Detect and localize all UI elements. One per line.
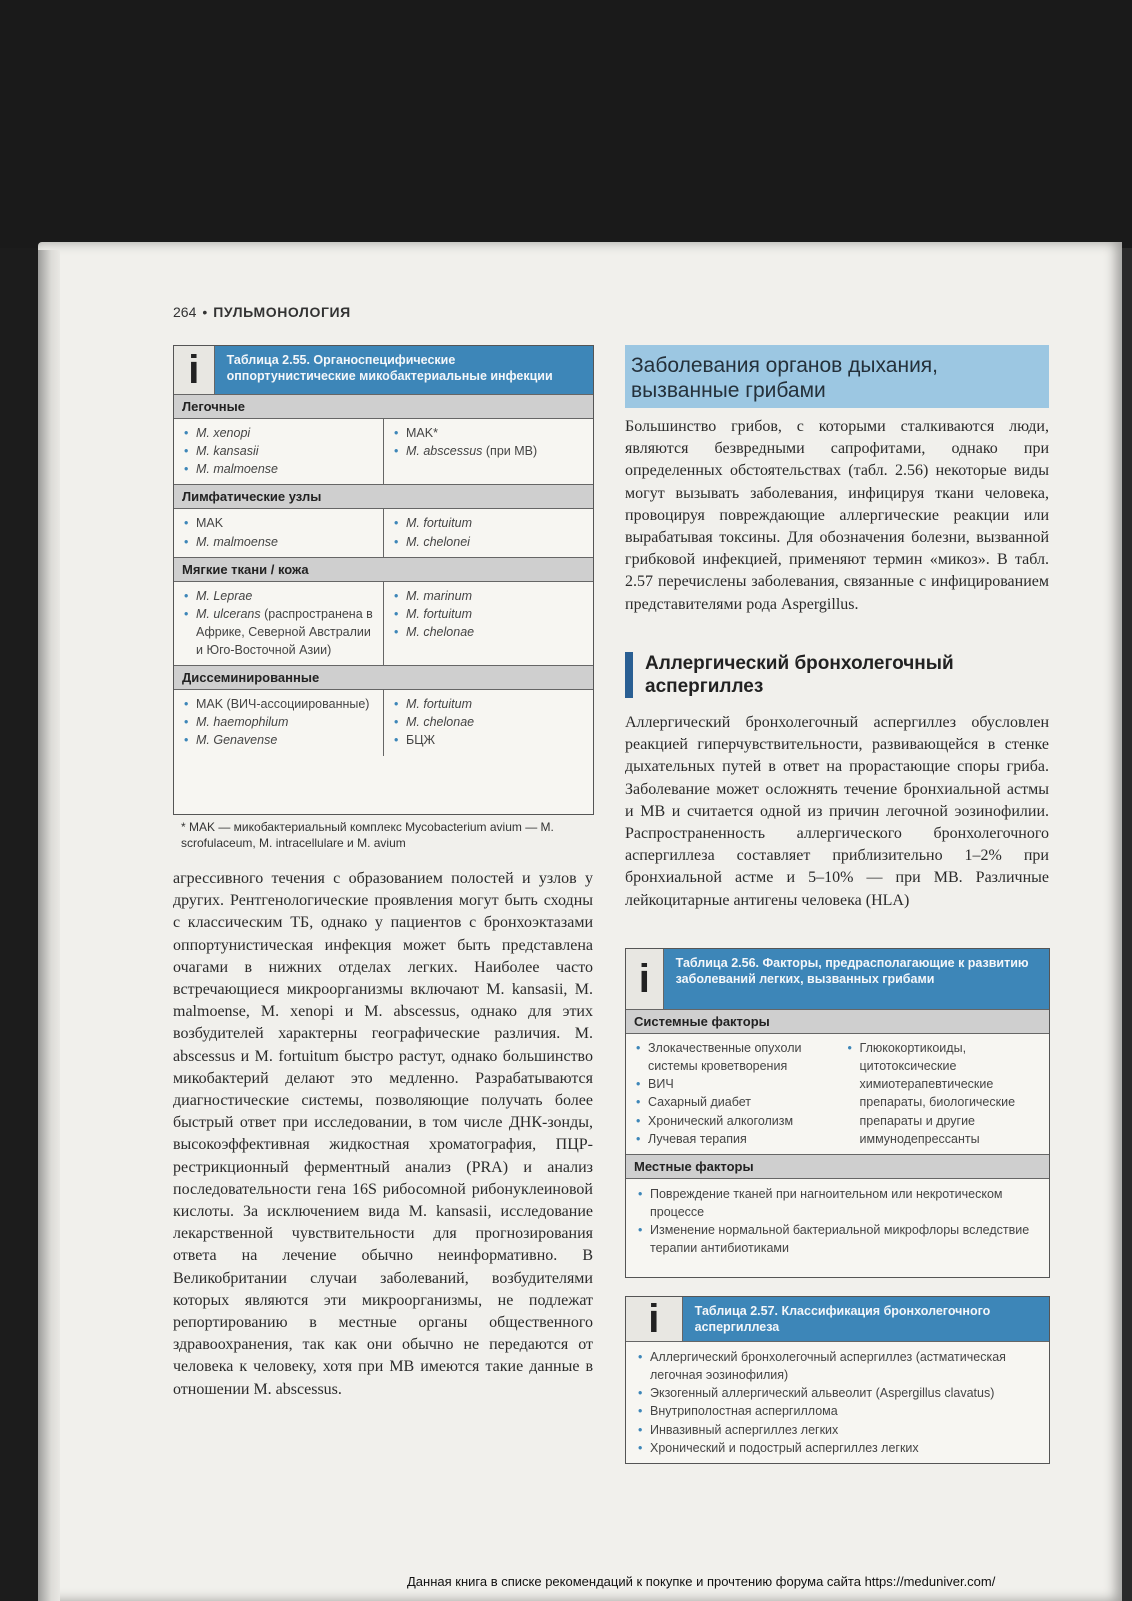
table-section-header: Диссеминированные (174, 665, 593, 690)
table-cell (383, 582, 593, 666)
list-item: • M. malmoense (182, 533, 377, 551)
scan-background-right (1122, 248, 1132, 1601)
table-cell (383, 690, 593, 755)
table-cell (174, 690, 383, 755)
table-section-header: Лимфатические узлы (174, 484, 593, 509)
list-item: • M. xenopi (182, 424, 377, 442)
fungi-paragraph: Большинство грибов, с которыми сталкиваются люди, являются безвредными сапрофитами, однако при определенных обстоятельствах (табл. 2.56) некоторые виды могут вызывать заболевания, инфицируя ткани человека, провоцируя повреждающие аллергические реакции или вырабатывая токсины. Для обозначения болезни, вызванной грибковой инфекцией, применяют термин «микоз». В табл. 2.57 перечислены заболевания, связанные с инфицированием представителями рода Aspergillus. (625, 418, 1049, 613)
list-item: • Аллергический бронхолегочный аспергиллез (астматическая легочная эозинофилия) (636, 1348, 1039, 1384)
list-item: • M. chelonae (392, 623, 587, 641)
table-caption: Таблица 2.55. Органоспецифические оппортунистические микобактериальные инфекции (226, 353, 553, 384)
table-body (174, 394, 593, 756)
table-cell (174, 419, 383, 484)
page-edge-shadow (38, 250, 60, 1601)
list-item: • Изменение нормальной бактериальной микрофлоры вследствие терапии антибиотиками (636, 1221, 1039, 1257)
table-cell (174, 509, 383, 556)
list-item: • Хронический алкоголизм (634, 1112, 832, 1130)
running-head (173, 304, 351, 320)
table-section-header: Мягкие ткани / кожа (174, 557, 593, 582)
table-caption: Таблица 2.57. Классификация бронхолегочного аспергиллеза (694, 1304, 991, 1335)
subheading-bar (625, 652, 633, 698)
list-item: • БЦЖ (392, 731, 587, 749)
table-caption-bar (626, 949, 1049, 1009)
systemic-right (838, 1034, 1050, 1154)
footer-credit: Данная книга в списке рекомендаций к покупке и прочтению форума сайта https://meduniver.com/ (407, 1574, 996, 1589)
list-item: • Хронический и подострый аспергиллез легких (636, 1439, 1039, 1457)
list-item: • M. ulcerans (распространена в Африке, Северной Австралии и Юго-Восточной Азии) (182, 605, 377, 659)
abpa-paragraph: Аллергический бронхолегочный аспергиллез обусловлен реакцией гиперчувствительности, развивающейся в стенке дыхательных путей в ответ на прорастающие споры гриба. Заболевание может осложнять течение бронхиальной астмы и МВ и считается одной из причин легочной эозинофилии. Распространенность аллергического бронхолегочного аспергиллеза составляет приблизительно 1–2% при бронхиальной астме и 5–10% — при МВ. Различные лейкоцитарные антигены человека (HLA) (625, 714, 1049, 909)
list-item: • M. Genavense (182, 731, 377, 749)
subheading: Аллергический бронхолегочный аспергиллез (645, 653, 954, 697)
list-item: • MAK (ВИЧ-ассоциированные) (182, 695, 377, 713)
list-item: • M. haemophilum (182, 713, 377, 731)
table-cell (383, 419, 593, 484)
systemic-left (626, 1034, 838, 1154)
list-item: • MAK* (392, 424, 587, 442)
section-heading-box (625, 345, 1049, 408)
list-item: • Сахарный диабет (634, 1093, 832, 1111)
list-item: • Злокачественные опухоли системы кроветворения (634, 1039, 832, 1075)
table-caption: Таблица 2.56. Факторы, предрасполагающие к развитию заболеваний легких, вызванных грибами (675, 956, 1029, 987)
list-item: • M. fortuitum (392, 514, 587, 532)
table-caption-bar (174, 346, 593, 394)
list-item: • Лучевая терапия (634, 1130, 832, 1148)
running-head-title: ПУЛЬМОНОЛОГИЯ (213, 304, 351, 320)
section-heading: Заболевания органов дыхания, вызванные грибами (631, 354, 939, 402)
list-item: • M. fortuitum (392, 605, 587, 623)
list-item: • ВИЧ (634, 1075, 832, 1093)
list-item: • M. marinum (392, 587, 587, 605)
scan-background-top (0, 0, 1132, 248)
left-column-text: агрессивного течения с образованием полостей и узлов у других. Рентгенологические проявления могут быть сходны с классическим ТБ, однако у пациентов с бронхоэктазами оппортунистическая инфекция может быть представлена очагами в нижних отделах легких. Наиболее часто встречающиеся микроорганизмы включают M. kansasii, M. malmoense, M. xenopi и M. abscessus, однако для этих возбудителей характерны географические различия. M. abscessus и M. fortuitum быстро растут, однако большинство микобактерий делают это медленно. Разрабатываются диагностические системы, позволяющие получать более быстрый ответ при исследовании, в том числе ДНК-зонды, высокоэффективная жидкостная хроматография, ПЦР-рестрикционный ферментный анализ (PRA) и анализ последовательности гена 16S рибосомной рибонуклеиновой кислоты. За исключением вида M. kansasii, исследование лекарственной чувствительности для прогнозирования ответа на лечение обычно неинформативно. В Великобритании случаи заболеваний, возбудителями которых являются эти микроорганизмы, не подлежат репортированию в местные органы общественного здравоохранения, так как они обычно не передаются от человека к человеку, хотя при МВ имеются такие данные в отношении M. abscessus. (173, 870, 593, 1398)
list-item: • M. fortuitum (392, 695, 587, 713)
list-item: • Глюкокортикоиды, цитотоксические химиотерапевтические препараты, биологические препараты и другие иммунодепрессанты (846, 1039, 1044, 1148)
classification-list (626, 1341, 1049, 1465)
table-row (174, 690, 593, 755)
list-item: • M. chelonei (392, 533, 587, 551)
list-item: • Повреждение тканей при нагноительном или некротическом процессе (636, 1185, 1039, 1221)
running-head-bullet: • (202, 304, 208, 320)
table-section-header: Легочные (174, 394, 593, 419)
table-2-57 (625, 1296, 1050, 1464)
table-cell (174, 582, 383, 666)
list-item: • MAK (182, 514, 377, 532)
page-number: 264 (173, 304, 197, 320)
table-row (174, 419, 593, 484)
list-item: • M. Leprae (182, 587, 377, 605)
list-item: • M. kansasii (182, 442, 377, 460)
info-icon: i (626, 949, 664, 1009)
info-icon: i (626, 1297, 683, 1341)
systemic-factors (626, 1034, 1049, 1154)
list-item: • Внутриполостная аспергиллома (636, 1402, 1039, 1420)
list-item: • M. chelonae (392, 713, 587, 731)
section-row-local: Местные факторы (626, 1154, 1049, 1179)
table-row (174, 582, 593, 666)
table-2-55 (173, 345, 594, 815)
subheading-block (625, 652, 1045, 698)
table-footnote: * MAK — микобактериальный комплекс Mycobacterium avium — M. scrofulaceum, M. intracellulare и M. avium (181, 820, 554, 850)
table-row (174, 509, 593, 556)
section-row-systemic: Системные факторы (626, 1009, 1049, 1034)
table-cell (383, 509, 593, 556)
list-item: • Экзогенный аллергический альвеолит (Aspergillus clavatus) (636, 1384, 1039, 1402)
list-item: • M. malmoense (182, 460, 377, 478)
table-2-56 (625, 948, 1050, 1278)
list-item: • M. abscessus (при МВ) (392, 442, 587, 460)
info-icon: i (174, 346, 215, 394)
local-factors (626, 1179, 1049, 1266)
list-item: • Инвазивный аспергиллез легких (636, 1421, 1039, 1439)
table-caption-bar (626, 1297, 1049, 1341)
